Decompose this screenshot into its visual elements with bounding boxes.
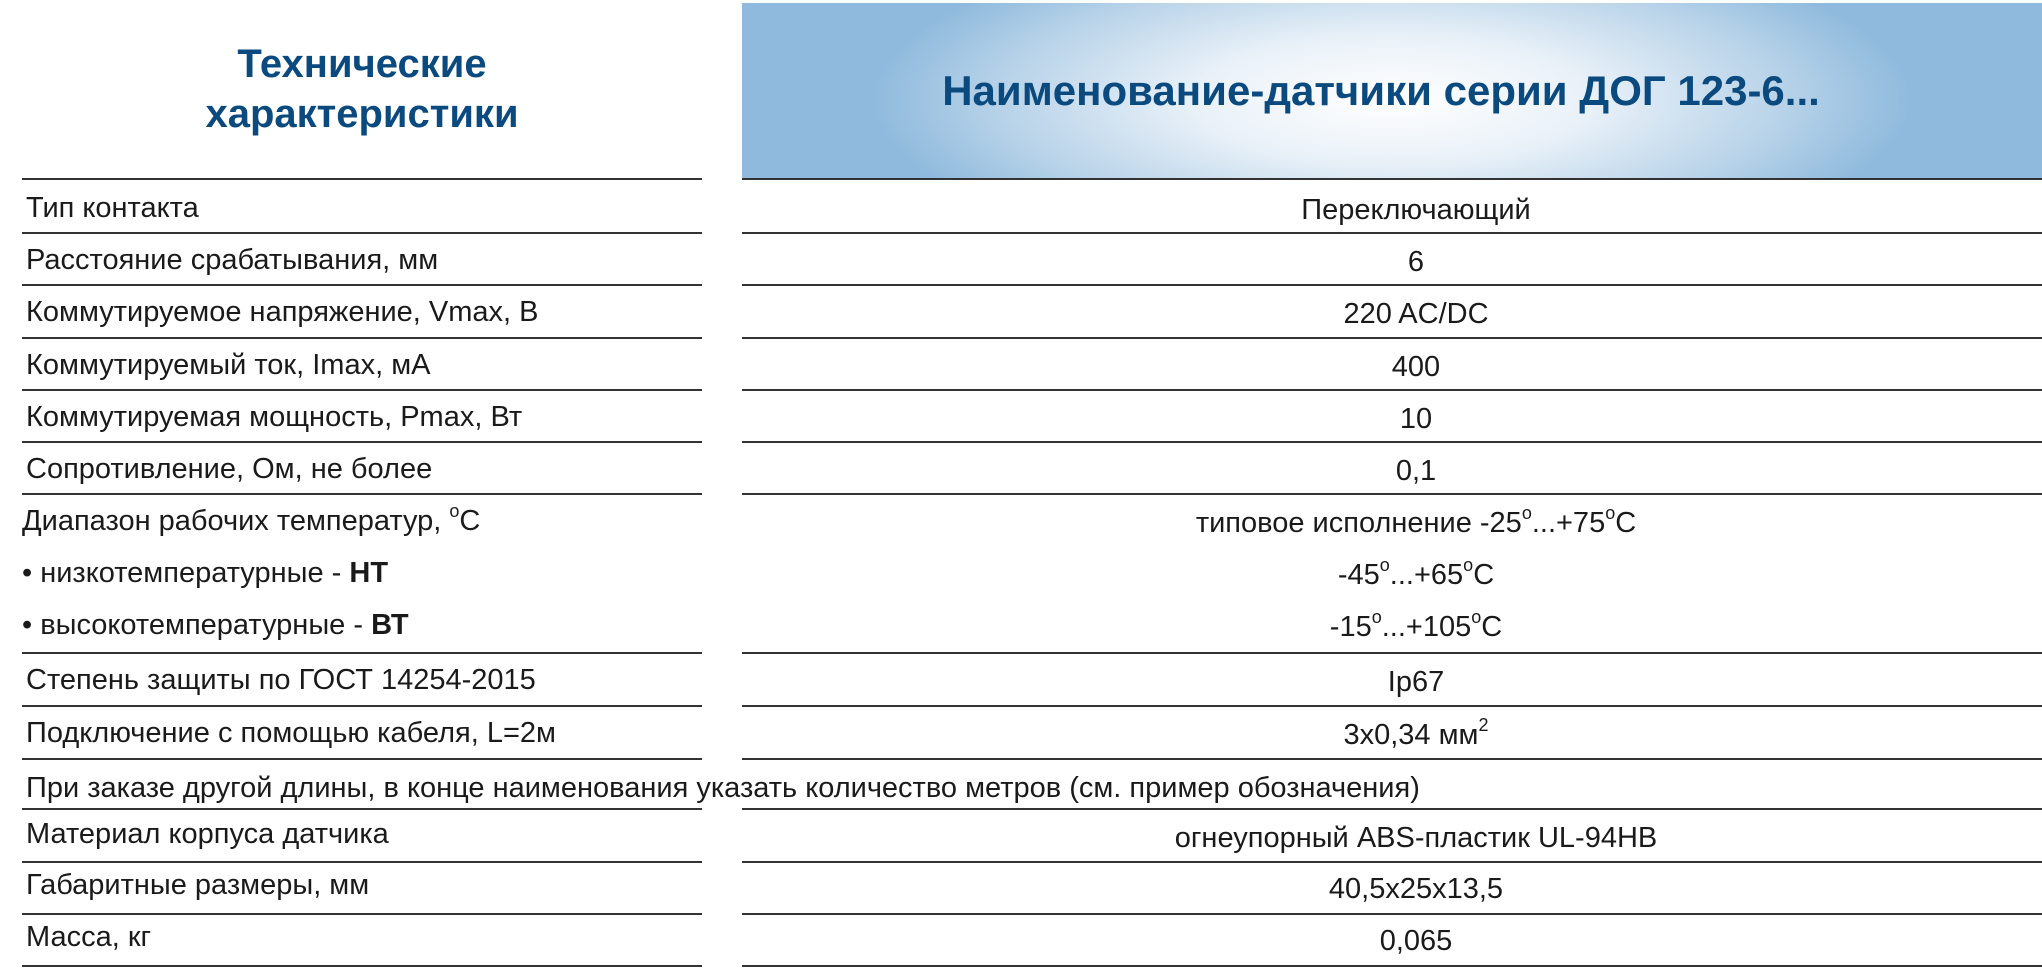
temp-high-code: ВТ <box>371 609 409 641</box>
divider <box>742 441 2042 443</box>
spec-value: 0,065 <box>1379 925 1453 957</box>
heading-line-2: характеристики <box>205 92 519 136</box>
temp-low-min: -45 <box>1337 559 1380 591</box>
spec-label: Габаритные размеры, мм <box>26 869 370 901</box>
temp-unit: C <box>1481 611 1503 643</box>
spec-label: Масса, кг <box>26 921 152 953</box>
spec-value <box>742 555 2042 592</box>
temp-low-label: • низкотемпературные - <box>22 557 350 589</box>
divider <box>742 652 2042 654</box>
spec-label: Степень защиты по ГОСТ 14254-2015 <box>26 664 536 696</box>
spec-label: Расстояние срабатывания, мм <box>26 244 439 276</box>
spec-value: 40,5x25x13,5 <box>1328 873 1504 905</box>
spec-value <box>742 607 2042 644</box>
spec-label: Сопротивление, Ом, не более <box>26 453 433 485</box>
divider <box>742 337 2042 339</box>
temp-unit: C <box>1615 507 1637 539</box>
temp-label-text: Диапазон рабочих температур, <box>22 505 450 537</box>
divider <box>22 232 702 234</box>
temp-high-label: • высокотемпературные - <box>22 609 372 641</box>
spec-value: 6 <box>1407 246 1425 278</box>
spec-label: Коммутируемое напряжение, Vmax, В <box>26 296 539 328</box>
temp-unit: C <box>459 505 481 537</box>
divider <box>742 808 2042 810</box>
divider <box>742 178 2042 180</box>
product-title: Наименование-датчики серии ДОГ 123-6... <box>942 67 1820 114</box>
divider <box>22 493 702 495</box>
temp-low-code: НТ <box>349 557 389 589</box>
order-note: При заказе другой длины, в конце наименования указать количество метров (см. пример обозначения) <box>26 772 1420 804</box>
column-heading-product <box>742 3 2042 179</box>
degree-mark: o <box>1521 503 1532 523</box>
divider <box>22 441 702 443</box>
divider <box>22 337 702 339</box>
divider <box>742 913 2042 915</box>
temp-typical-text: типовое исполнение -25 <box>1195 507 1522 539</box>
divider <box>742 758 2042 760</box>
divider <box>22 178 702 180</box>
degree-mark: o <box>1605 503 1616 523</box>
divider <box>22 758 702 760</box>
temp-low-max: ...+65 <box>1389 559 1464 591</box>
spec-value: Ip67 <box>1387 666 1445 698</box>
divider <box>22 965 702 967</box>
divider <box>742 705 2042 707</box>
spec-label: Тип контакта <box>26 192 199 224</box>
divider <box>22 652 702 654</box>
spec-label: Материал корпуса датчика <box>26 818 389 850</box>
cable-value-text: 3x0,34 мм <box>1343 719 1479 751</box>
spec-value: 220 AC/DC <box>1343 298 1489 330</box>
degree-mark: o <box>1471 607 1482 627</box>
divider <box>22 705 702 707</box>
column-heading-characteristics <box>22 0 702 178</box>
temp-unit: C <box>1473 559 1495 591</box>
divider <box>742 232 2042 234</box>
divider <box>22 913 702 915</box>
spec-value: 10 <box>1399 403 1433 435</box>
degree-mark: o <box>1371 607 1382 627</box>
spec-value <box>742 715 2042 752</box>
spec-value: 0,1 <box>1395 455 1437 487</box>
spec-label <box>22 557 388 590</box>
temp-high-max: ...+105 <box>1381 611 1472 643</box>
degree-mark: o <box>1463 555 1474 575</box>
divider <box>22 389 702 391</box>
temp-typical-upper: ...+75 <box>1531 507 1606 539</box>
spec-label: Коммутируемый ток, Imax, мА <box>26 349 431 381</box>
spec-label <box>22 501 481 538</box>
divider <box>742 389 2042 391</box>
spec-value: 400 <box>1391 351 1441 383</box>
degree-mark: o <box>449 501 460 521</box>
degree-mark: o <box>1379 555 1390 575</box>
spec-label: Коммутируемая мощность, Pmax, Вт <box>26 401 523 433</box>
square-mark: 2 <box>1478 715 1489 735</box>
heading-line-1: Технические <box>237 42 487 86</box>
spec-label <box>22 609 409 642</box>
spec-label: Подключение с помощью кабеля, L=2м <box>26 717 556 749</box>
divider <box>742 861 2042 863</box>
divider <box>742 284 2042 286</box>
divider <box>742 965 2042 967</box>
divider <box>22 861 702 863</box>
spec-value: огнеупорный ABS-пластик UL-94HB <box>1174 822 1658 854</box>
temp-high-min: -15 <box>1329 611 1372 643</box>
divider <box>742 493 2042 495</box>
divider <box>22 808 702 810</box>
divider <box>22 284 702 286</box>
spec-value: Переключающий <box>1301 194 1531 226</box>
spec-value <box>742 503 2042 540</box>
